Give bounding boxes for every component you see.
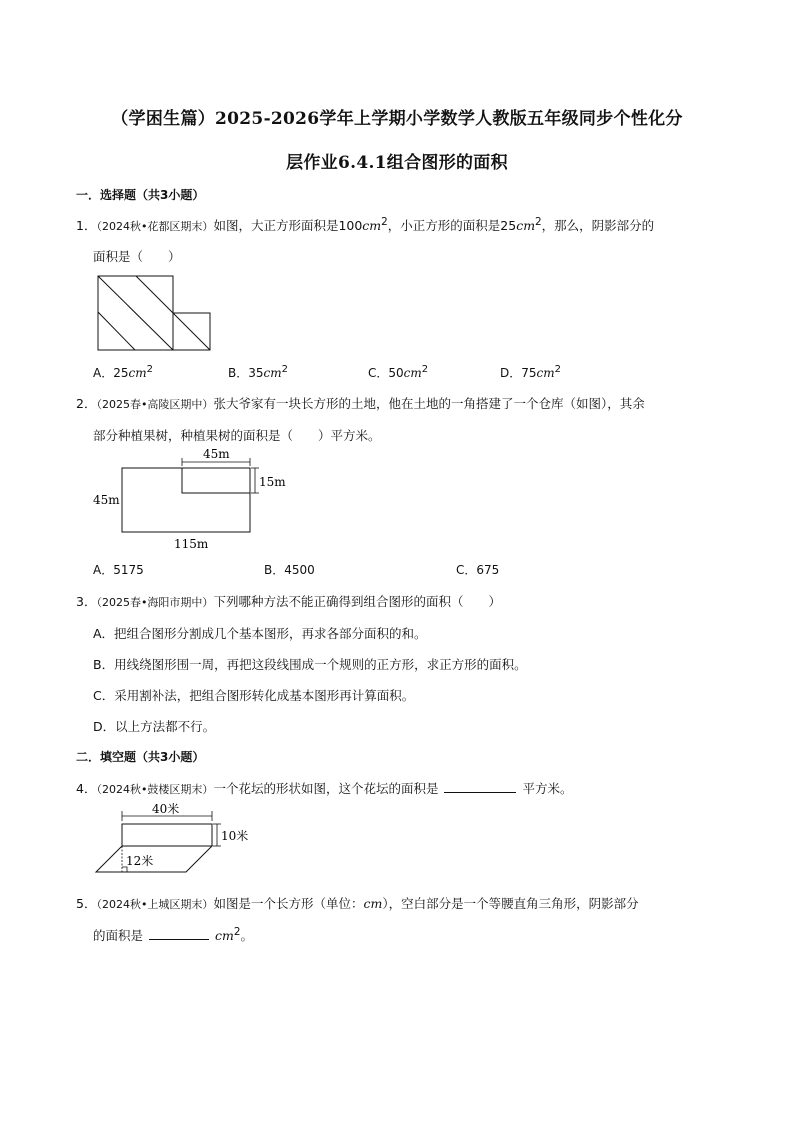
question-5-line2: 的面积是 $cm^2$。: [93, 926, 254, 944]
diagonal-line-2: [98, 312, 135, 350]
q2-option-b[interactable]: B．4500: [264, 563, 315, 577]
diagonal-line-1: [98, 276, 173, 350]
question-1-line2: 面积是（ ）: [93, 249, 181, 264]
question-5-line1: 5．（2024秋•上城区期末）如图是一个长方形（单位：cm），空白部分是一个等腰直角三角形，阴影部分: [76, 896, 639, 911]
page-title-line2: 层作业6.4.1组合图形的面积: [286, 153, 508, 173]
question-number: 1．: [76, 218, 97, 234]
question-2-line2: 部分种植果树，种植果树的面积是（ ）平方米。: [93, 428, 381, 443]
question-4-line1: 4．（2024秋•鼓楼区期末）一个花坛的形状如图，这个花坛的面积是 平方米。: [76, 781, 573, 796]
q3-option-c[interactable]: C．采用割补法，把组合图形转化成基本图形再计算面积。: [93, 688, 415, 703]
land-rectangle: [122, 468, 250, 532]
question-2-line1: 2．（2025春•高陵区期中）张大爷家有一块长方形的土地，他在土地的一角搭建了一个仓库（如图），其余: [76, 396, 645, 411]
q4-flowerbed-figure: [94, 802, 274, 882]
q2-land-figure: [90, 446, 300, 554]
section-choice-heading: 一．选择题（共3小题）: [76, 188, 205, 202]
bottom-dimension-label: 115m: [174, 537, 209, 551]
q1-option-b[interactable]: B．$35cm^2$: [228, 364, 288, 380]
q1-option-d[interactable]: D．$75cm^2$: [500, 364, 562, 380]
top-rectangle: [122, 824, 212, 846]
q1-option-c[interactable]: C．$50cm^2$: [368, 364, 429, 380]
left-dimension-label: 45m: [93, 493, 120, 507]
parallelogram: [96, 846, 212, 872]
section-fill-heading: 二．填空题（共3小题）: [76, 750, 205, 764]
warehouse-rectangle: [182, 468, 250, 493]
inner-height-label: 12米: [126, 854, 154, 868]
q1-squares-figure: [96, 274, 216, 354]
answer-blank[interactable]: [149, 929, 209, 940]
q3-option-b[interactable]: B．用线绕图形围一周，再把这段线围成一个规则的正方形，求正方形的面积。: [93, 657, 527, 672]
page-title-line1: （学困生篇）2025-2026学年上学期小学数学人教版五年级同步个性化分: [111, 109, 683, 129]
right-dimension-label: 15m: [259, 475, 286, 489]
top-dimension-label: 40米: [152, 802, 180, 816]
q3-option-a[interactable]: A．把组合图形分割成几个基本图形，再求各部分面积的和。: [93, 626, 427, 641]
q1-option-a[interactable]: A．$25cm^2$: [93, 364, 153, 380]
right-dimension-label: 10米: [221, 829, 249, 843]
question-1-line1: 1．（2024秋•花都区期末）如图，大正方形面积是$100cm^2$，小正方形的面积是$25cm^2$，那么，阴影部分的: [76, 216, 655, 234]
question-3-line1: 3．（2025春•海阳市期中）下列哪种方法不能正确得到组合图形的面积（ ）: [76, 594, 501, 609]
q3-option-d[interactable]: D．以上方法都不行。: [93, 719, 216, 734]
q2-option-c[interactable]: C．675: [456, 563, 500, 577]
q2-option-a[interactable]: A．5175: [93, 563, 144, 577]
answer-blank[interactable]: [444, 782, 516, 793]
top-dimension-label: 45m: [203, 447, 230, 461]
question-source: （2024秋•花都区期末）: [96, 220, 214, 234]
